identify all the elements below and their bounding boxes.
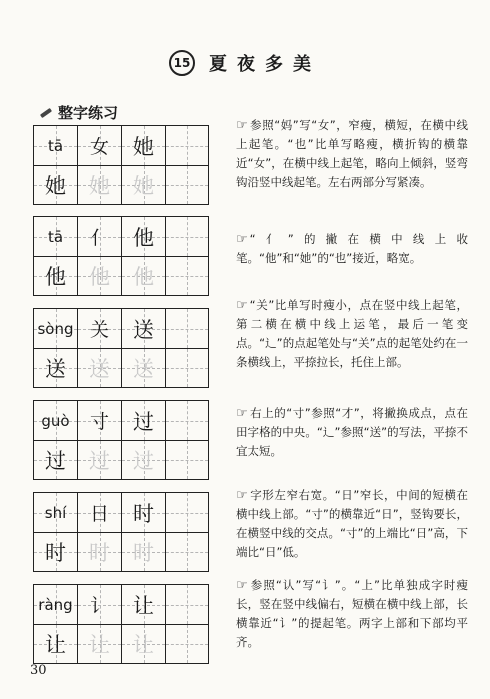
pinyin-cell bbox=[33, 216, 77, 256]
grid-row-bottom bbox=[33, 440, 210, 480]
pointing-hand-icon: ☞ bbox=[236, 298, 248, 313]
lesson-number-badge bbox=[169, 50, 195, 76]
model-char: 过 bbox=[45, 449, 66, 473]
pointing-hand-icon: ☞ bbox=[236, 406, 248, 421]
model-char: 时 bbox=[45, 541, 66, 565]
model-char: 他 bbox=[45, 265, 66, 289]
model-cell bbox=[121, 492, 165, 532]
blank-cell bbox=[165, 440, 209, 480]
trace-char: 送 bbox=[89, 357, 110, 381]
note-text: 参照“妈”写“女”，窄瘦，横短，在横中线上起笔。“也”比单写略瘦，横折钩的横靠近“女”，在横中线上起笔，略向上倾斜，竖弯钩沿竖中线起笔。左右两部分写紧凑。 bbox=[236, 118, 468, 189]
trace-cell bbox=[77, 532, 121, 572]
model-cell bbox=[121, 216, 165, 256]
trace-char: 过 bbox=[89, 449, 110, 473]
practice-grid-guo bbox=[33, 400, 210, 480]
pointing-hand-icon: ☞ bbox=[236, 578, 248, 593]
grid-row-top bbox=[33, 584, 210, 624]
grid-row-bottom bbox=[33, 624, 210, 664]
pinyin-cell bbox=[33, 400, 77, 440]
lesson-number: 15 bbox=[173, 56, 191, 70]
trace-cell bbox=[77, 165, 121, 205]
tip-cell bbox=[77, 308, 121, 348]
trace-char: 他 bbox=[89, 265, 110, 289]
blank-cell bbox=[165, 348, 209, 388]
grid-row-top bbox=[33, 125, 210, 165]
pinyin: sòng bbox=[37, 319, 74, 338]
pinyin: ràng bbox=[38, 595, 73, 614]
tip-cell bbox=[77, 492, 121, 532]
tip-cell bbox=[77, 125, 121, 165]
writing-note bbox=[236, 230, 468, 268]
trace-char: 送 bbox=[133, 357, 154, 381]
practice-grid-ta-she bbox=[33, 125, 210, 205]
lesson-title: 夏夜多美 bbox=[209, 54, 321, 75]
section-heading bbox=[40, 102, 118, 123]
writing-note bbox=[236, 404, 468, 461]
section-label: 整字练习 bbox=[58, 104, 119, 122]
model-cell bbox=[121, 308, 165, 348]
note-text: 右上的“寸”参照“才”，将撇换成点，点在田字格的中央。“辶”参照“送”的写法，平捺不宜太短。 bbox=[236, 406, 468, 458]
trace-char: 她 bbox=[89, 174, 110, 198]
trace-char: 让 bbox=[133, 633, 154, 657]
component-char: 关 bbox=[89, 319, 109, 341]
pencil-icon bbox=[40, 107, 52, 117]
grid-row-bottom bbox=[33, 348, 210, 388]
pinyin: tā bbox=[47, 136, 64, 155]
note-text: “关”比单写时瘦小，点在竖中线上起笔，第二横在横中线上运笔，最后一笔变点。“辶”的点起笔处与“关”点的起笔处约在一条横线上，平捺拉长，托住上部。 bbox=[236, 298, 468, 369]
trace-char: 让 bbox=[89, 633, 110, 657]
component-char: 讠 bbox=[89, 595, 109, 617]
pinyin: tā bbox=[47, 227, 64, 246]
model-cell bbox=[121, 584, 165, 624]
writing-note bbox=[236, 116, 468, 192]
pointing-hand-icon: ☞ bbox=[236, 118, 248, 133]
model-cell bbox=[33, 165, 77, 205]
grid-row-top bbox=[33, 400, 210, 440]
grid-row-bottom bbox=[33, 165, 210, 205]
component-char: 女 bbox=[89, 136, 109, 158]
trace-cell bbox=[77, 348, 121, 388]
blank-cell bbox=[165, 308, 209, 348]
model-cell bbox=[121, 400, 165, 440]
trace-cell bbox=[77, 440, 121, 480]
model-cell bbox=[33, 532, 77, 572]
model-char: 时 bbox=[133, 501, 154, 526]
tip-cell bbox=[77, 216, 121, 256]
model-char: 她 bbox=[133, 134, 154, 159]
pinyin-cell bbox=[33, 584, 77, 624]
model-char: 过 bbox=[133, 409, 154, 434]
model-cell bbox=[121, 125, 165, 165]
pinyin-cell bbox=[33, 492, 77, 532]
model-char: 她 bbox=[45, 174, 66, 198]
blank-cell bbox=[165, 165, 209, 205]
blank-cell bbox=[165, 532, 209, 572]
note-text: 字形左窄右宽。“日”窄长，中间的短横在横中线上部。“寸”的横靠近“日”，竖钩要长，在横竖中线的交点。“寸”的上端比“日”高，下端比“日”低。 bbox=[236, 488, 468, 559]
trace-cell bbox=[121, 440, 165, 480]
model-cell bbox=[33, 256, 77, 296]
trace-cell bbox=[77, 256, 121, 296]
model-char: 送 bbox=[45, 357, 66, 381]
component-char: 亻 bbox=[89, 227, 109, 249]
blank-cell bbox=[165, 256, 209, 296]
model-cell bbox=[33, 624, 77, 664]
blank-cell bbox=[165, 624, 209, 664]
pinyin-cell bbox=[33, 125, 77, 165]
trace-cell bbox=[121, 624, 165, 664]
model-char: 让 bbox=[45, 633, 66, 657]
blank-cell bbox=[165, 492, 209, 532]
trace-char: 她 bbox=[133, 174, 154, 198]
writing-note bbox=[236, 486, 468, 562]
writing-note bbox=[236, 296, 468, 372]
model-char: 他 bbox=[133, 225, 154, 250]
trace-cell bbox=[121, 165, 165, 205]
practice-grid-song bbox=[33, 308, 210, 388]
trace-cell bbox=[121, 256, 165, 296]
component-char: 日 bbox=[89, 503, 109, 525]
note-text: 参照“认”写“讠”。“上”比单独成字时瘦长，竖在竖中线偏右，短横在横中线上部，长横靠近“讠”的提起笔。两字上部和下部均平齐。 bbox=[236, 578, 468, 649]
tip-cell bbox=[77, 584, 121, 624]
model-char: 让 bbox=[133, 593, 154, 618]
blank-cell bbox=[165, 400, 209, 440]
trace-char: 他 bbox=[133, 265, 154, 289]
model-cell bbox=[33, 348, 77, 388]
trace-char: 时 bbox=[89, 541, 110, 565]
grid-row-bottom bbox=[33, 532, 210, 572]
component-char: 寸 bbox=[89, 411, 109, 433]
lesson-header bbox=[0, 48, 490, 78]
grid-row-top bbox=[33, 216, 210, 256]
grid-row-top bbox=[33, 308, 210, 348]
trace-char: 过 bbox=[133, 449, 154, 473]
blank-cell bbox=[165, 584, 209, 624]
pinyin-cell bbox=[33, 308, 77, 348]
tip-cell bbox=[77, 400, 121, 440]
note-text: “亻”的撇在横中线上收笔。“他”和“她”的“也”接近，略宽。 bbox=[236, 232, 468, 265]
model-char: 送 bbox=[133, 317, 154, 342]
writing-note bbox=[236, 576, 468, 652]
blank-cell bbox=[165, 125, 209, 165]
trace-cell bbox=[77, 624, 121, 664]
grid-row-top bbox=[33, 492, 210, 532]
grid-row-bottom bbox=[33, 256, 210, 296]
practice-grid-shi bbox=[33, 492, 210, 572]
pointing-hand-icon: ☞ bbox=[236, 488, 248, 503]
pointing-hand-icon: ☞ bbox=[236, 232, 248, 247]
trace-cell bbox=[121, 532, 165, 572]
practice-grid-ta-he bbox=[33, 216, 210, 296]
blank-cell bbox=[165, 216, 209, 256]
model-cell bbox=[33, 440, 77, 480]
pinyin: guò bbox=[41, 411, 70, 430]
pinyin: shí bbox=[44, 503, 67, 522]
page-number: 30 bbox=[30, 663, 47, 678]
trace-cell bbox=[121, 348, 165, 388]
trace-char: 时 bbox=[133, 541, 154, 565]
practice-grid-rang bbox=[33, 584, 210, 664]
